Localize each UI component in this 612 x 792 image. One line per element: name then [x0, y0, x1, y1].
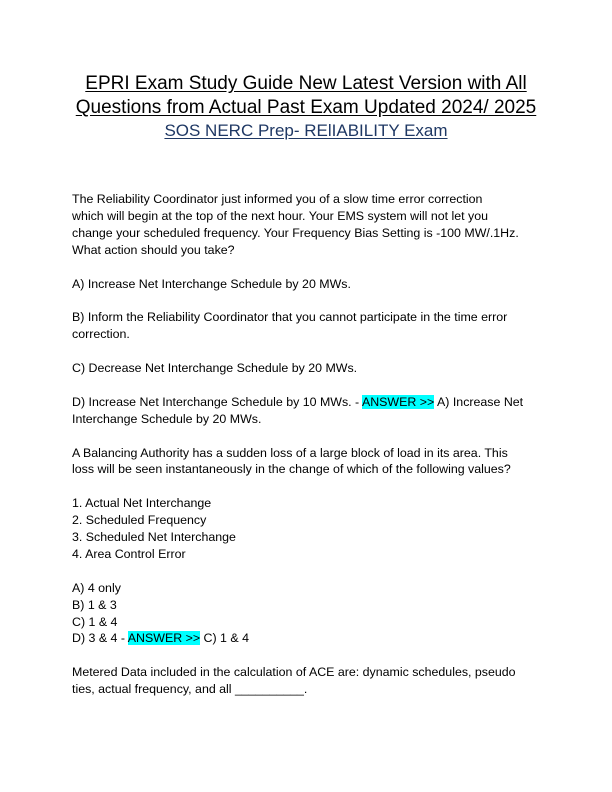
- answer-text: C) 1 & 4: [200, 631, 249, 646]
- question-1-option-d-answer: [72, 394, 542, 428]
- option-text: correction.: [72, 327, 130, 342]
- document-title-line-1: EPRI Exam Study Guide New Latest Version with All: [85, 73, 527, 94]
- answer-highlight-tag: ANSWER >>: [127, 631, 201, 646]
- option-d-text: D) Increase Net Interchange Schedule by 10 MWs. -: [72, 394, 362, 409]
- option-text: C) Decrease Net Interchange Schedule by 20 MWs.: [72, 361, 358, 376]
- question-1-option-b: [72, 309, 542, 343]
- question-1-option-a: [72, 276, 542, 293]
- question-1-line: What action should you take?: [72, 242, 235, 257]
- question-3-line: Metered Data included in the calculation of ACE are: dynamic schedules, pseudo: [72, 665, 516, 680]
- option-text: B) Inform the Reliability Coordinator that you cannot participate in the time error: [72, 310, 508, 325]
- answer-highlight-tag: ANSWER >>: [361, 394, 435, 409]
- question-1-line: which will begin at the top of the next hour. Your EMS system will not let you: [72, 208, 488, 223]
- option-d-line: [72, 394, 542, 411]
- question-1-line: change your scheduled frequency. Your Frequency Bias Setting is -100 MW/.1Hz.: [72, 225, 519, 240]
- document-title-line-2: Questions from Actual Past Exam Updated 2024/ 2025: [75, 97, 537, 118]
- list-item: 1. Actual Net Interchange: [72, 496, 212, 511]
- list-item: 2. Scheduled Frequency: [72, 513, 207, 528]
- question-1-line: The Reliability Coordinator just informed you of a slow time error correction: [72, 192, 483, 206]
- question-3-stem: [72, 664, 542, 698]
- list-item: 3. Scheduled Net Interchange: [72, 530, 236, 545]
- option-text: A) 4 only: [72, 580, 121, 595]
- answer-text: Interchange Schedule by 20 MWs.: [72, 411, 262, 426]
- answer-text: A) Increase Net: [434, 394, 524, 409]
- list-item: 4. Area Control Error: [72, 546, 186, 561]
- document-body: [72, 191, 542, 715]
- question-2-line: loss will be seen instantaneously in the change of which of the following values?: [72, 462, 511, 477]
- document-subtitle: SOS NERC Prep- RElIABILITY Exam: [164, 121, 448, 140]
- question-1-option-c: [72, 360, 542, 377]
- question-3-line: ties, actual frequency, and all __________.: [72, 682, 308, 697]
- option-d-text: D) 3 & 4 -: [72, 631, 128, 646]
- option-d-line: [72, 630, 542, 647]
- document-header: [40, 72, 572, 142]
- question-2-stem: [72, 445, 542, 479]
- option-text: A) Increase Net Interchange Schedule by 20 MWs.: [72, 276, 351, 291]
- question-2-item-list: [72, 495, 542, 563]
- question-1-stem: [72, 191, 542, 259]
- question-2-options: [72, 580, 542, 648]
- option-text: B) 1 & 3: [72, 597, 117, 612]
- option-text: C) 1 & 4: [72, 614, 118, 629]
- question-2-line: A Balancing Authority has a sudden loss of a large block of load in its area. This: [72, 445, 508, 460]
